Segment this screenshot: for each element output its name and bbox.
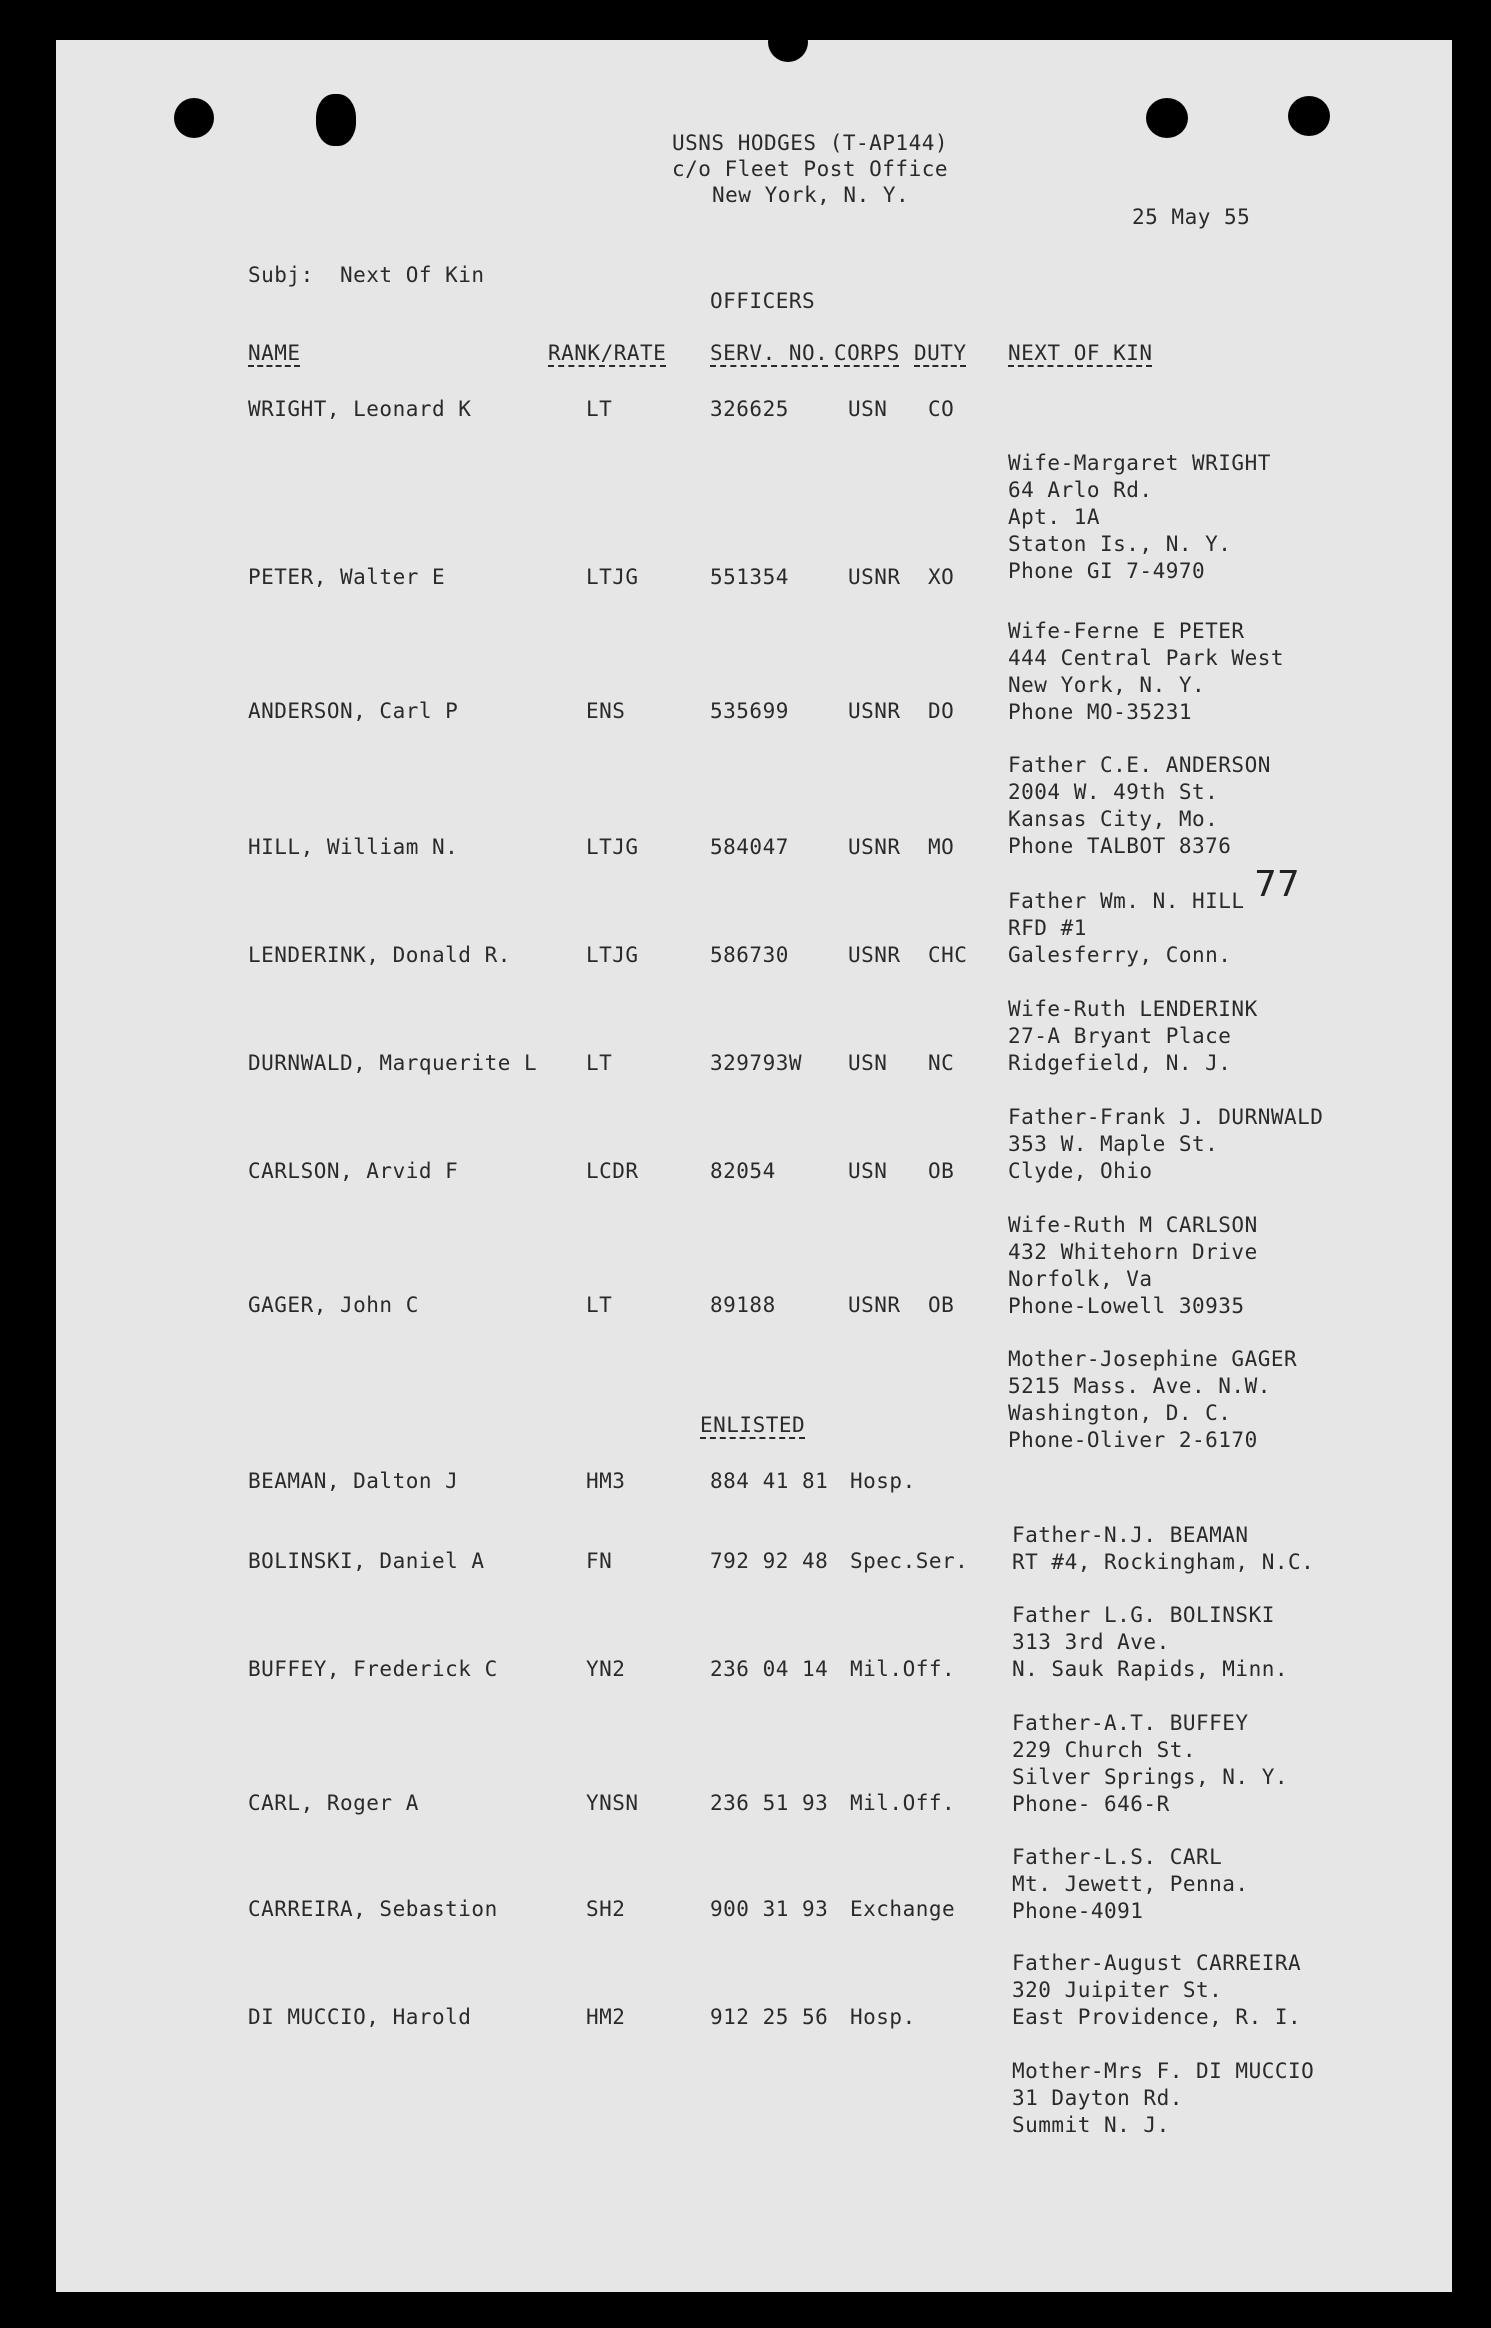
nok-line: 353 W. Maple St. (1008, 1132, 1219, 1156)
nok-line: 2004 W. 49th St. (1008, 780, 1219, 804)
nok-line: Phone-Lowell 30935 (1008, 1294, 1245, 1318)
column-header-corps: CORPS (834, 341, 900, 365)
ship-name: USNS HODGES (T-AP144) (672, 131, 949, 155)
nok-line: Galesferry, Conn. (1008, 943, 1232, 967)
enlisted-duty: Hosp. (850, 1469, 916, 1493)
officer-serv-no: 82054 (710, 1159, 776, 1183)
column-header-next-of-kin: NEXT OF KIN (1008, 341, 1153, 365)
nok-line: Summit N. J. (1012, 2113, 1170, 2137)
punch-hole (316, 94, 356, 146)
officer-name: HILL, William N. (248, 835, 459, 859)
officer-duty: CHC (928, 943, 968, 967)
column-header-name: NAME (248, 341, 301, 365)
nok-line: Ridgefield, N. J. (1008, 1051, 1232, 1075)
enlisted-name: CARREIRA, Sebastion (248, 1897, 498, 1921)
nok-line: N. Sauk Rapids, Minn. (1012, 1657, 1289, 1681)
officer-corps: USNR (848, 565, 901, 589)
nok-line: Father L.G. BOLINSKI (1012, 1603, 1275, 1627)
enlisted-duty: Spec.Ser. (850, 1549, 969, 1573)
enlisted-name: CARL, Roger A (248, 1791, 419, 1815)
officer-corps: USN (848, 1159, 888, 1183)
enlisted-name: BEAMAN, Dalton J (248, 1469, 459, 1493)
punch-hole (174, 98, 214, 138)
enlisted-duty: Hosp. (850, 2005, 916, 2029)
officer-rank: LT (586, 397, 613, 421)
enlisted-rate: YN2 (586, 1657, 626, 1681)
officer-corps: USNR (848, 1293, 901, 1317)
nok-line: Wife-Margaret WRIGHT (1008, 451, 1271, 475)
enlisted-serv-no: 792 92 48 (710, 1549, 829, 1573)
nok-line: Phone- 646-R (1012, 1792, 1170, 1816)
nok-line: Mother-Josephine GAGER (1008, 1347, 1298, 1371)
officer-duty: CO (928, 397, 955, 421)
nok-line: Mother-Mrs F. DI MUCCIO (1012, 2059, 1315, 2083)
officer-serv-no: 586730 (710, 943, 789, 967)
officer-rank: ENS (586, 699, 626, 723)
officer-rank: LT (586, 1293, 613, 1317)
nok-line: Father-A.T. BUFFEY (1012, 1711, 1249, 1735)
nok-line: 444 Central Park West (1008, 646, 1285, 670)
officer-corps: USN (848, 1051, 888, 1075)
nok-line: Phone MO-35231 (1008, 700, 1193, 724)
officer-rank: LTJG (586, 565, 639, 589)
nok-line: Washington, D. C. (1008, 1401, 1232, 1425)
officer-rank: LCDR (586, 1159, 639, 1183)
punch-hole (1288, 96, 1330, 136)
nok-line: Wife-Ferne E PETER (1008, 619, 1245, 643)
officer-duty: MO (928, 835, 955, 859)
enlisted-serv-no: 912 25 56 (710, 2005, 829, 2029)
nok-line: Father C.E. ANDERSON (1008, 753, 1271, 777)
enlisted-serv-no: 236 51 93 (710, 1791, 829, 1815)
column-header-rank: RANK/RATE (548, 341, 667, 365)
officer-name: PETER, Walter E (248, 565, 446, 589)
enlisted-serv-no: 900 31 93 (710, 1897, 829, 1921)
nok-line: 432 Whitehorn Drive (1008, 1240, 1258, 1264)
nok-line: Mt. Jewett, Penna. (1012, 1872, 1249, 1896)
nok-line: Phone GI 7-4970 (1008, 559, 1206, 583)
address-line-2: New York, N. Y. (712, 183, 910, 207)
enlisted-duty: Mil.Off. (850, 1657, 956, 1681)
nok-line: 229 Church St. (1012, 1738, 1197, 1762)
nok-line: 320 Juipiter St. (1012, 1978, 1223, 2002)
address-line-1: c/o Fleet Post Office (672, 157, 949, 181)
nok-line: Apt. 1A (1008, 505, 1101, 529)
nok-line: RT #4, Rockingham, N.C. (1012, 1550, 1315, 1574)
nok-line: Father-L.S. CARL (1012, 1845, 1223, 1869)
nok-line: Wife-Ruth LENDERINK (1008, 997, 1258, 1021)
document-date: 25 May 55 (1132, 205, 1251, 229)
officer-duty: NC (928, 1051, 955, 1075)
nok-line: Father-August CARREIRA (1012, 1951, 1302, 1975)
officer-corps: USNR (848, 835, 901, 859)
officer-name: CARLSON, Arvid F (248, 1159, 459, 1183)
nok-line: 313 3rd Ave. (1012, 1630, 1170, 1654)
officer-duty: DO (928, 699, 955, 723)
enlisted-rate: HM2 (586, 2005, 626, 2029)
enlisted-rate: SH2 (586, 1897, 626, 1921)
punch-hole (1146, 98, 1188, 138)
officer-name: DURNWALD, Marquerite L (248, 1051, 538, 1075)
officer-corps: USNR (848, 943, 901, 967)
nok-line: Father-Frank J. DURNWALD (1008, 1105, 1324, 1129)
nok-line: 27-A Bryant Place (1008, 1024, 1232, 1048)
officer-corps: USNR (848, 699, 901, 723)
enlisted-rate: FN (586, 1549, 613, 1573)
officer-name: WRIGHT, Leonard K (248, 397, 472, 421)
nok-line: Norfolk, Va (1008, 1267, 1153, 1291)
officers-heading: OFFICERS (710, 289, 816, 313)
enlisted-name: BUFFEY, Frederick C (248, 1657, 498, 1681)
punch-hole (768, 22, 808, 62)
enlisted-serv-no: 884 41 81 (710, 1469, 829, 1493)
officer-serv-no: 535699 (710, 699, 789, 723)
officer-serv-no: 329793W (710, 1051, 803, 1075)
officer-serv-no: 551354 (710, 565, 789, 589)
column-header-serv-no: SERV. NO. (710, 341, 829, 365)
officer-name: ANDERSON, Carl P (248, 699, 459, 723)
nok-line: RFD #1 (1008, 916, 1087, 940)
column-header-duty: DUTY (914, 341, 967, 365)
nok-line: Father Wm. N. HILL (1008, 889, 1245, 913)
officer-name: GAGER, John C (248, 1293, 419, 1317)
subject-line: Subj: Next Of Kin (248, 263, 485, 287)
officer-rank: LTJG (586, 943, 639, 967)
nok-line: New York, N. Y. (1008, 673, 1206, 697)
nok-line: Father-N.J. BEAMAN (1012, 1523, 1249, 1547)
enlisted-rate: HM3 (586, 1469, 626, 1493)
nok-line: Phone-4091 (1012, 1899, 1144, 1923)
officer-rank: LT (586, 1051, 613, 1075)
nok-line: 31 Dayton Rd. (1012, 2086, 1183, 2110)
enlisted-name: BOLINSKI, Daniel A (248, 1549, 485, 1573)
enlisted-serv-no: 236 04 14 (710, 1657, 829, 1681)
enlisted-duty: Mil.Off. (850, 1791, 956, 1815)
enlisted-duty: Exchange (850, 1897, 956, 1921)
document-page (56, 40, 1452, 2292)
nok-line: Phone TALBOT 8376 (1008, 834, 1232, 858)
officer-duty: OB (928, 1159, 955, 1183)
officer-duty: XO (928, 565, 955, 589)
officer-corps: USN (848, 397, 888, 421)
nok-line: Staton Is., N. Y. (1008, 532, 1232, 556)
enlisted-heading: ENLISTED (700, 1413, 806, 1437)
officer-duty: OB (928, 1293, 955, 1317)
officer-serv-no: 326625 (710, 397, 789, 421)
nok-line: 5215 Mass. Ave. N.W. (1008, 1374, 1271, 1398)
nok-line: Clyde, Ohio (1008, 1159, 1153, 1183)
officer-serv-no: 89188 (710, 1293, 776, 1317)
nok-line: Silver Springs, N. Y. (1012, 1765, 1289, 1789)
enlisted-name: DI MUCCIO, Harold (248, 2005, 472, 2029)
nok-line: Kansas City, Mo. (1008, 807, 1219, 831)
nok-line: Phone-Oliver 2-6170 (1008, 1428, 1258, 1452)
nok-line: Wife-Ruth M CARLSON (1008, 1213, 1258, 1237)
nok-line: 64 Arlo Rd. (1008, 478, 1153, 502)
nok-line: East Providence, R. I. (1012, 2005, 1302, 2029)
next-of-kin (1012, 2004, 1314, 2193)
officer-serv-no: 584047 (710, 835, 789, 859)
handwritten-note: 77 (1254, 864, 1300, 905)
officer-rank: LTJG (586, 835, 639, 859)
officer-name: LENDERINK, Donald R. (248, 943, 511, 967)
enlisted-rate: YNSN (586, 1791, 639, 1815)
